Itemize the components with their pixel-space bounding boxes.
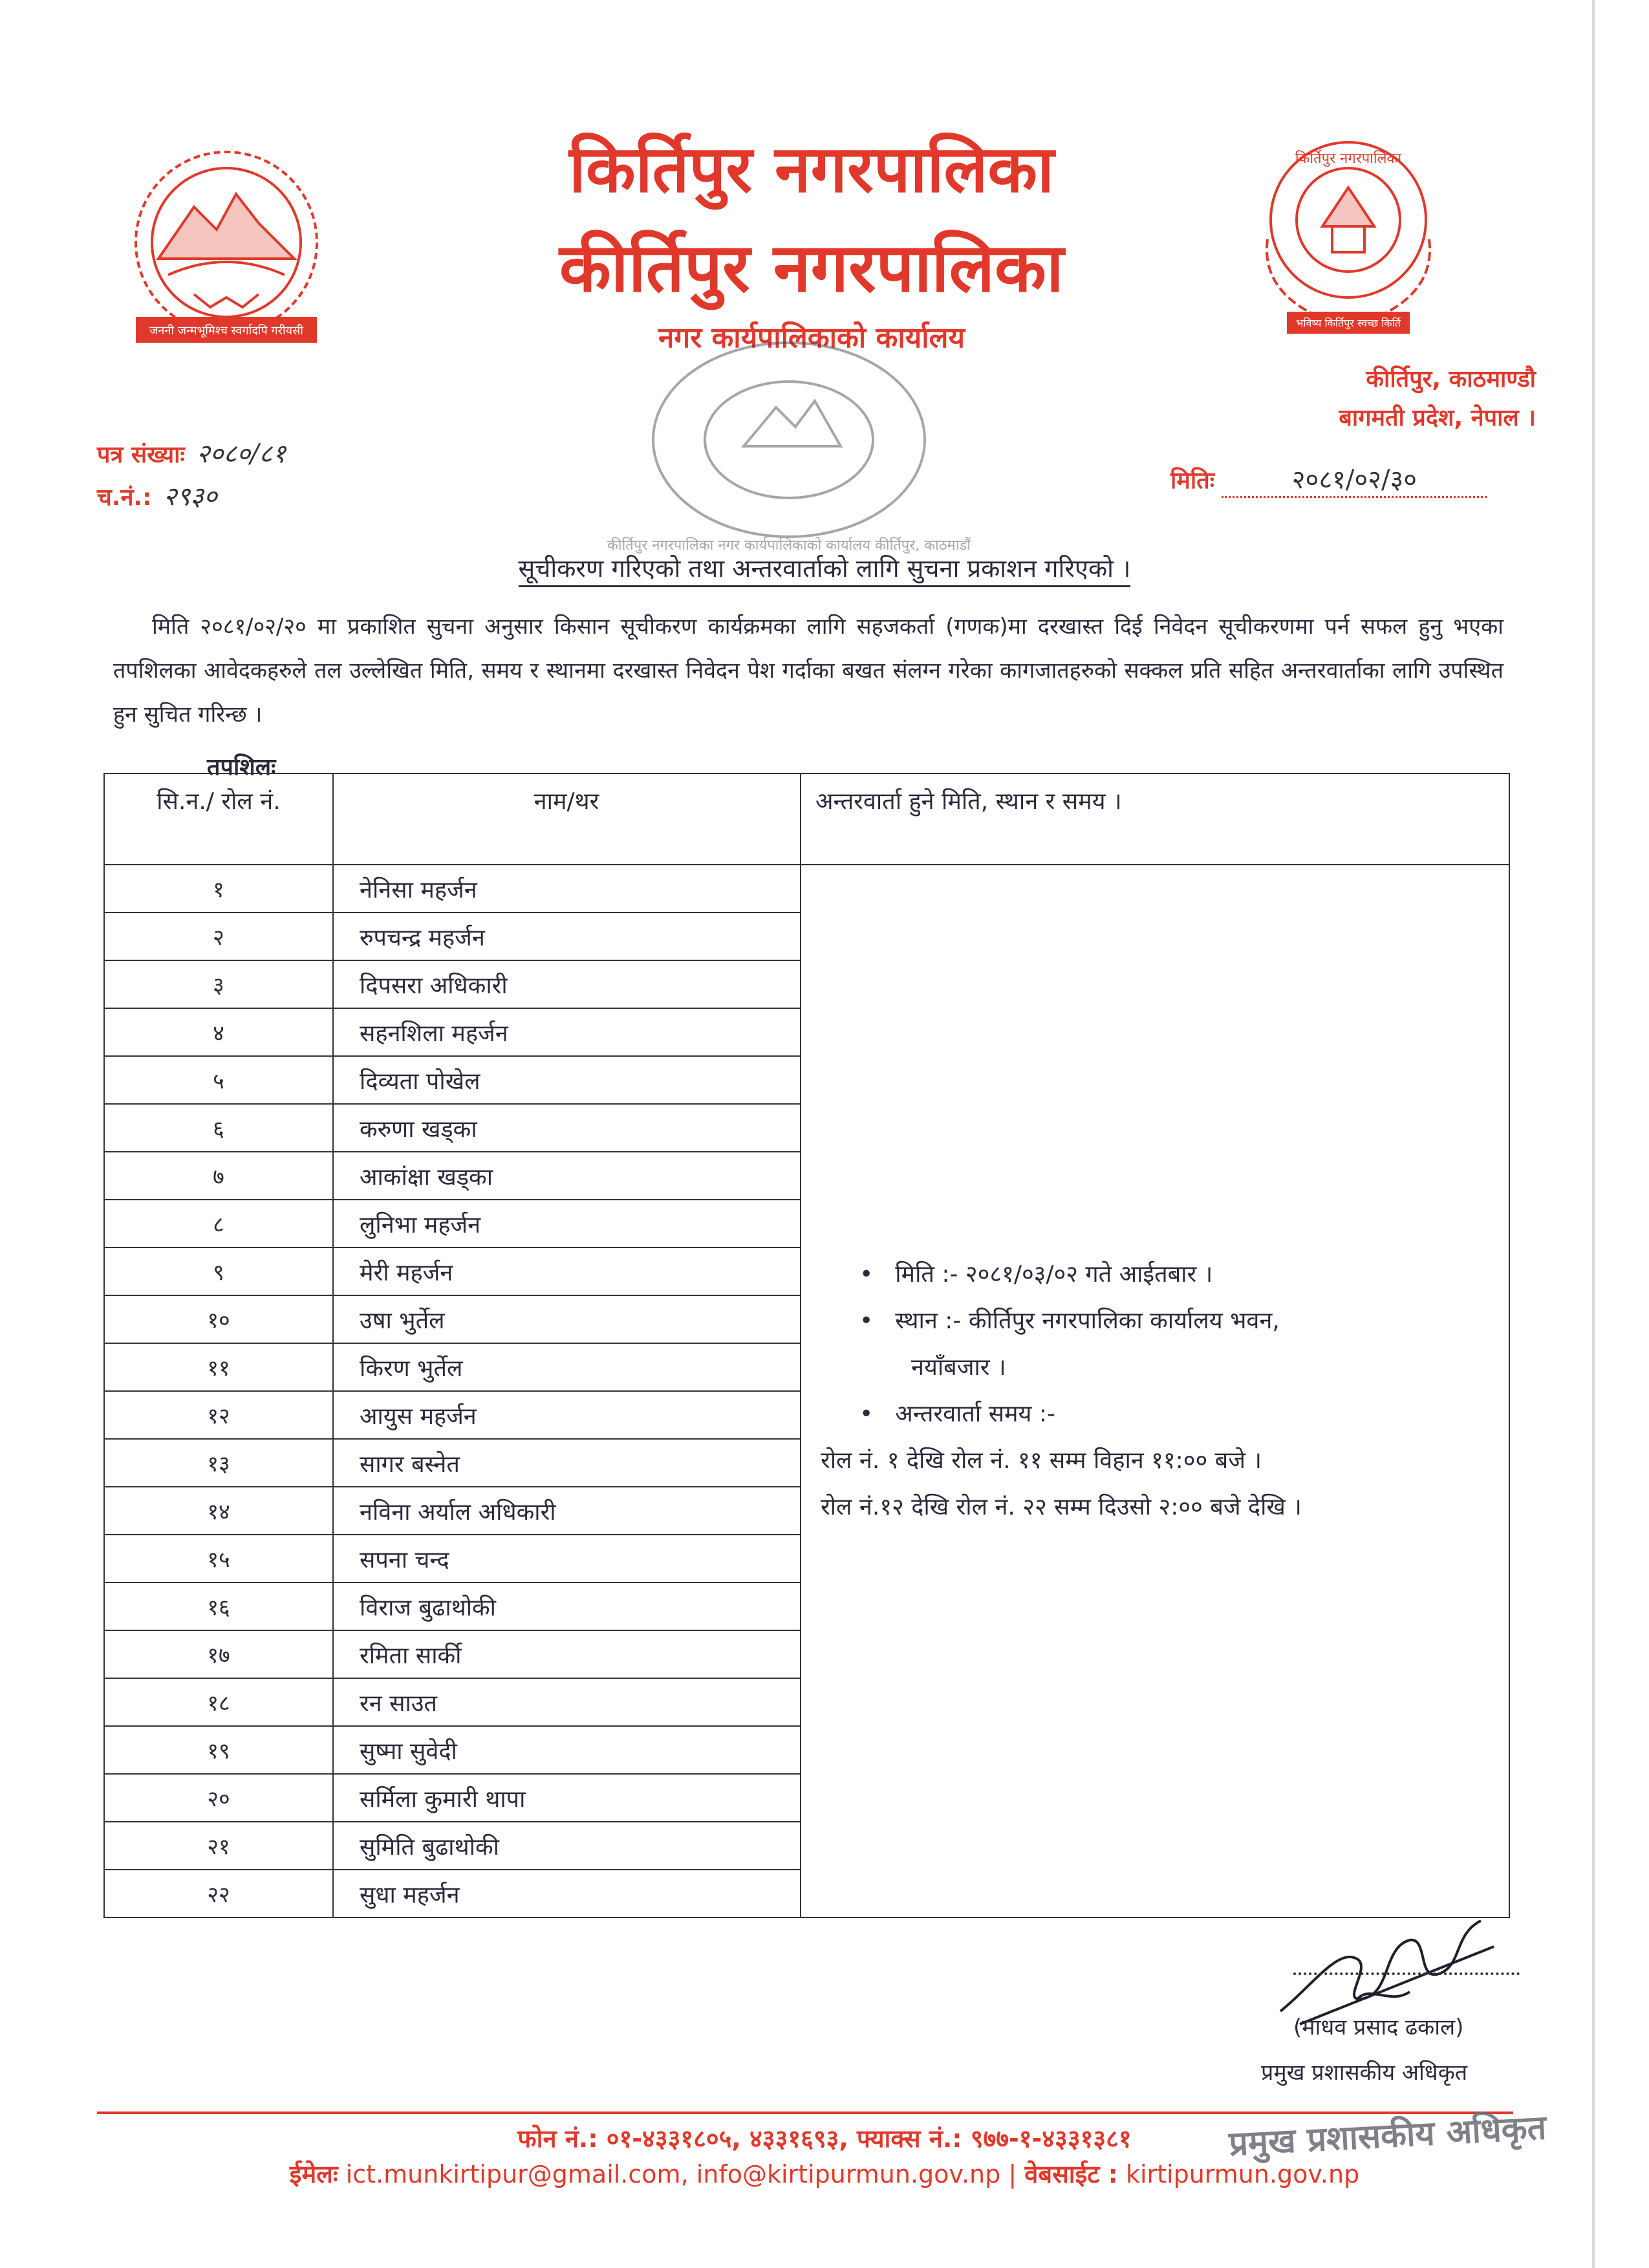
row-no: १७ <box>104 1630 333 1678</box>
signature-line <box>1293 1972 1520 1975</box>
row-name: करुणा खड्का <box>333 1104 801 1152</box>
subject-text: सूचीकरण गरिएको तथा अन्तरवार्ताको लागि सुचना प्रकाशन गरिएको । <box>519 554 1131 587</box>
row-no: १ <box>104 865 333 913</box>
header-title-2: कीर्तिपुर नगरपालिका <box>559 228 1064 307</box>
body-paragraph <box>113 605 1503 737</box>
row-no: १४ <box>104 1487 333 1535</box>
row-name: मेरी महर्जन <box>333 1247 801 1295</box>
row-name: आकांक्षा खड्का <box>333 1152 801 1200</box>
row-no: ७ <box>104 1152 333 1200</box>
row-name: सहनशिला महर्जन <box>333 1008 801 1056</box>
row-no: १० <box>104 1295 333 1343</box>
row-name: रन साउत <box>333 1678 801 1726</box>
row-no: १९ <box>104 1726 333 1774</box>
patra-sankhya <box>97 435 286 470</box>
row-name: किरण भुर्तेल <box>333 1343 801 1391</box>
row-name: दिव्यता पोखेल <box>333 1056 801 1104</box>
row-name: दिपसरा अधिकारी <box>333 960 801 1008</box>
designation-stamp: प्रमुख प्रशासकीय अधिकृत <box>1227 2108 1547 2164</box>
interview-place: • स्थान :- कीर्तिपुर नगरपालिका कार्यालय भवन, <box>821 1298 1489 1345</box>
miti <box>1170 460 1487 498</box>
seal-text: कीर्तिपुर नगरपालिका नगर कार्यपालिकाको कार्यालय कीर्तिपुर, काठमाडौं <box>607 537 971 554</box>
row-name: रुपचन्द्र महर्जन <box>333 913 801 960</box>
miti-value: २०८१/०२/३० <box>1222 460 1487 498</box>
row-name: सर्मिला कुमारी थापा <box>333 1774 801 1822</box>
address-line2: बागमती प्रदेश, नेपाल । <box>1339 405 1536 431</box>
row-no: ६ <box>104 1104 333 1152</box>
table-header-row <box>104 773 1509 865</box>
interview-time-1: रोल नं. १ देखि रोल नं. ११ सम्म विहान ११:०० बजे । <box>821 1447 1262 1474</box>
web-value[interactable]: kirtipurmun.gov.np <box>1125 2160 1360 2188</box>
tapashil-label: तपशिलः <box>207 754 276 781</box>
col-header-name: नाम/थर <box>333 773 801 865</box>
emblem-motto: जननी जन्मभूमिश्च स्वर्गादपि गरीयसी <box>149 324 303 338</box>
row-no: १६ <box>104 1582 333 1630</box>
row-no: १२ <box>104 1391 333 1439</box>
officer-name: (माधव प्रसाद ढकाल) <box>1293 2014 1464 2040</box>
miti-label: मितिः <box>1170 468 1214 494</box>
applicant-table <box>103 773 1510 1918</box>
row-no: ८ <box>104 1200 333 1247</box>
row-no: ४ <box>104 1008 333 1056</box>
email-label: ईमेलः <box>289 2160 338 2188</box>
patra-value: २०८०/८१ <box>196 439 286 469</box>
row-no: २२ <box>104 1870 333 1917</box>
subject <box>0 551 1649 585</box>
row-name: आयुस महर्जन <box>333 1391 801 1439</box>
col-header-sn: सि.न./ रोल नं. <box>104 773 333 865</box>
row-name: लुनिभा महर्जन <box>333 1200 801 1247</box>
patra-label: पत्र संख्याः <box>97 442 185 468</box>
row-name: रमिता सार्की <box>333 1630 801 1678</box>
footer-phone: फोन नं.: ०१-४३३१८०५, ४३३१६९३, फ्याक्स नं.: ९७७-१-४३३१३८१ <box>517 2124 1132 2153</box>
row-name: उषा भुर्तेल <box>333 1295 801 1343</box>
row-no: २ <box>104 913 333 960</box>
interview-details <box>801 865 1509 1917</box>
interview-time-label: • अन्तरवार्ता समय :- <box>821 1391 1489 1438</box>
interview-place-cont: नयाँबजार । <box>911 1354 1006 1381</box>
emblem-right-motto: भविष्य किर्तिपुर स्वच्छ किर्ति <box>1296 317 1401 329</box>
emblem-right-text: किर्तिपुर नगरपालिका <box>1295 151 1402 167</box>
table-row <box>104 865 1509 913</box>
body-text: मिति २०८१/०२/२० मा प्रकाशित सुचना अनुसार किसान सूचीकरण कार्यक्रमका लागि सहजकर्ता (गणक)मा दरखास्त दिई निवेदन सूचीकरणमा पर्न सफल हुनु भएका तपशिलका आवेदकहरुले तल उल्लेखित मिति, समय र स्थानमा दरखास्त निवेदन पेश गर्दाका बखत संलग्न गरेका कागजातहरुको सक्कल प्रति सहित अन्तरवार्ताका लागि उपस्थित हुन सुचित गरिन्छ । <box>113 614 1503 728</box>
row-name: नेनिसा महर्जन <box>333 865 801 913</box>
row-no: १८ <box>104 1678 333 1726</box>
col-header-interview: अन्तरवार्ता हुने मिति, स्थान र समय । <box>801 773 1509 865</box>
row-name: सुष्मा सुवेदी <box>333 1726 801 1774</box>
row-no: १५ <box>104 1535 333 1582</box>
office-seal-icon <box>607 336 971 569</box>
email-value[interactable]: ict.munkirtipur@gmail.com, info@kirtipurmun.gov.np <box>345 2160 1001 2188</box>
row-no: २० <box>104 1774 333 1822</box>
header-office: नगर कार्यपालिकाको कार्यालय <box>658 321 965 354</box>
interview-date: • मिति :- २०८१/०३/०२ गते आईतबार । <box>821 1251 1489 1298</box>
officer-designation: प्रमुख प्रशासकीय अधिकृत <box>1261 2060 1468 2086</box>
row-no: ९ <box>104 1247 333 1295</box>
footer-divider <box>97 2111 1513 2114</box>
footer-contact <box>0 2157 1649 2190</box>
chan-label: च.नं.: <box>97 484 152 511</box>
row-no: १३ <box>104 1439 333 1487</box>
row-no: ११ <box>104 1343 333 1391</box>
row-name: सुधा महर्जन <box>333 1870 801 1917</box>
row-name: सपना चन्द <box>333 1535 801 1582</box>
row-name: नविना अर्याल अधिकारी <box>333 1487 801 1535</box>
separator: | <box>1008 2160 1017 2188</box>
row-no: ३ <box>104 960 333 1008</box>
web-label: वेबसाईट : <box>1024 2160 1118 2188</box>
row-name: सागर बस्नेत <box>333 1439 801 1487</box>
row-name: सुमिति बुढाथोकी <box>333 1822 801 1870</box>
row-no: २१ <box>104 1822 333 1870</box>
header-title-1: किर्तिपुर नगरपालिका <box>569 131 1054 207</box>
chalani-number <box>97 477 217 513</box>
address-line1: कीर्तिपुर, काठमाण्डौ <box>1366 366 1536 393</box>
chan-value: २९३० <box>163 482 217 512</box>
row-no: ५ <box>104 1056 333 1104</box>
row-name: विराज बुढाथोकी <box>333 1582 801 1630</box>
interview-time-2: रोल नं.१२ देखि रोल नं. २२ सम्म दिउसो २:०० बजे देखि । <box>821 1494 1302 1520</box>
